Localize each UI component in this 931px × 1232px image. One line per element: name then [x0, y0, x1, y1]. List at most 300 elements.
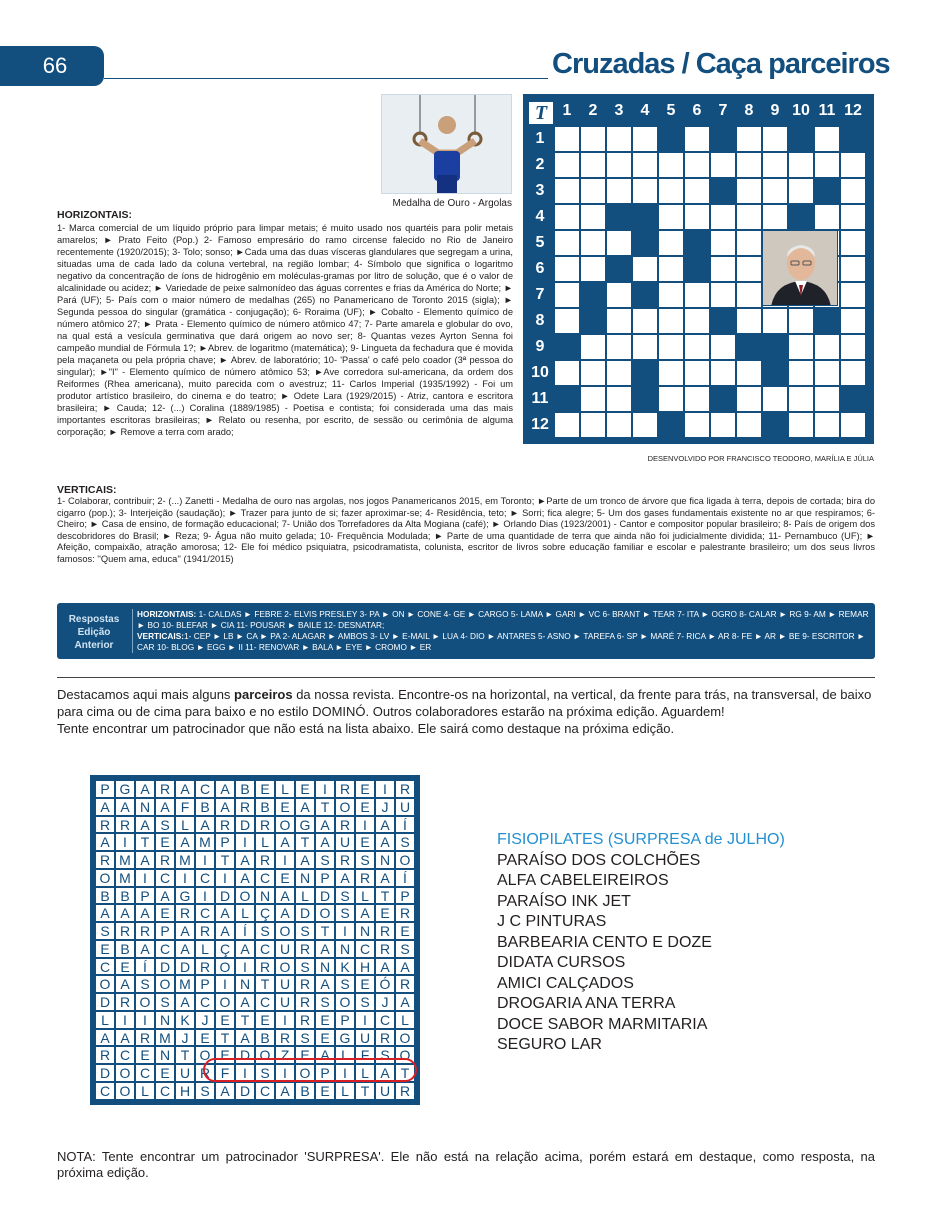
word-search-letter[interactable]: A: [315, 833, 335, 851]
word-search-letter[interactable]: D: [95, 1064, 115, 1082]
crossword-cell[interactable]: [684, 282, 710, 308]
word-search-letter[interactable]: C: [95, 958, 115, 976]
word-search-letter[interactable]: J: [195, 1011, 215, 1029]
word-search-letter[interactable]: O: [395, 1046, 415, 1064]
word-search-letter[interactable]: B: [295, 1082, 315, 1100]
word-search-letter[interactable]: R: [115, 816, 135, 834]
word-search-letter[interactable]: R: [335, 780, 355, 798]
crossword-cell[interactable]: [840, 360, 866, 386]
crossword-cell[interactable]: [658, 230, 684, 256]
word-search-letter[interactable]: L: [335, 1082, 355, 1100]
word-search-letter[interactable]: A: [95, 833, 115, 851]
word-search-letter[interactable]: R: [115, 993, 135, 1011]
word-search-letter[interactable]: R: [295, 993, 315, 1011]
word-search-letter[interactable]: E: [295, 1046, 315, 1064]
word-search-letter[interactable]: A: [235, 851, 255, 869]
crossword-cell[interactable]: [606, 386, 632, 412]
word-search-letter[interactable]: I: [175, 869, 195, 887]
crossword-cell[interactable]: [736, 360, 762, 386]
word-search-letter[interactable]: O: [315, 904, 335, 922]
crossword-cell[interactable]: [580, 178, 606, 204]
word-search-letter[interactable]: L: [395, 1011, 415, 1029]
word-search-letter[interactable]: G: [335, 1029, 355, 1047]
word-search-letter[interactable]: E: [195, 1029, 215, 1047]
word-search-letter[interactable]: A: [295, 798, 315, 816]
word-search-letter[interactable]: M: [115, 851, 135, 869]
word-search-letter[interactable]: R: [355, 869, 375, 887]
word-search-letter[interactable]: S: [255, 922, 275, 940]
crossword-cell[interactable]: [788, 386, 814, 412]
word-search-letter[interactable]: N: [355, 922, 375, 940]
crossword-cell[interactable]: [736, 412, 762, 438]
word-search-letter[interactable]: F: [355, 1046, 375, 1064]
crossword-cell[interactable]: [632, 412, 658, 438]
crossword-cell[interactable]: [554, 204, 580, 230]
word-search-letter[interactable]: C: [115, 1046, 135, 1064]
word-search-letter[interactable]: T: [315, 922, 335, 940]
crossword-cell[interactable]: [684, 334, 710, 360]
word-search-letter[interactable]: P: [315, 1064, 335, 1082]
word-search-letter[interactable]: E: [135, 1046, 155, 1064]
word-search-letter[interactable]: A: [175, 833, 195, 851]
word-search-letter[interactable]: C: [155, 869, 175, 887]
word-search-letter[interactable]: P: [95, 780, 115, 798]
word-search-letter[interactable]: A: [215, 904, 235, 922]
word-search-letter[interactable]: T: [235, 1011, 255, 1029]
word-search-letter[interactable]: E: [155, 904, 175, 922]
crossword-cell[interactable]: [736, 126, 762, 152]
word-search-letter[interactable]: R: [195, 958, 215, 976]
crossword-cell[interactable]: [606, 230, 632, 256]
word-search-letter[interactable]: A: [95, 1029, 115, 1047]
word-search-letter[interactable]: T: [135, 833, 155, 851]
crossword-cell[interactable]: [580, 360, 606, 386]
word-search-letter[interactable]: I: [275, 1064, 295, 1082]
word-search-letter[interactable]: N: [155, 1046, 175, 1064]
crossword-cell[interactable]: [632, 308, 658, 334]
word-search-letter[interactable]: O: [395, 851, 415, 869]
crossword-cell[interactable]: [554, 282, 580, 308]
word-search-letter[interactable]: R: [135, 1029, 155, 1047]
word-search-letter[interactable]: J: [375, 993, 395, 1011]
word-search-letter[interactable]: A: [195, 816, 215, 834]
word-search-letter[interactable]: L: [195, 940, 215, 958]
crossword-cell[interactable]: [632, 334, 658, 360]
word-search-letter[interactable]: F: [175, 798, 195, 816]
crossword-cell[interactable]: [684, 386, 710, 412]
word-search-letter[interactable]: N: [375, 851, 395, 869]
crossword-cell[interactable]: [554, 178, 580, 204]
crossword-cell[interactable]: [840, 152, 866, 178]
word-search-letter[interactable]: S: [395, 940, 415, 958]
crossword-cell[interactable]: [814, 152, 840, 178]
word-search-letter[interactable]: C: [135, 1064, 155, 1082]
word-search-letter[interactable]: I: [235, 958, 255, 976]
word-search-letter[interactable]: R: [295, 1011, 315, 1029]
word-search-letter[interactable]: R: [95, 816, 115, 834]
word-search-letter[interactable]: N: [255, 887, 275, 905]
word-search-letter[interactable]: L: [255, 833, 275, 851]
word-search-letter[interactable]: P: [395, 887, 415, 905]
word-search-letter[interactable]: I: [135, 869, 155, 887]
word-search-letter[interactable]: I: [215, 869, 235, 887]
crossword-cell[interactable]: [710, 256, 736, 282]
word-search-letter[interactable]: I: [355, 816, 375, 834]
word-search-letter[interactable]: S: [335, 887, 355, 905]
word-search-letter[interactable]: R: [395, 904, 415, 922]
word-search-letter[interactable]: E: [115, 958, 135, 976]
word-search-letter[interactable]: D: [235, 1082, 255, 1100]
word-search-letter[interactable]: I: [275, 851, 295, 869]
word-search-letter[interactable]: O: [395, 1029, 415, 1047]
word-search-letter[interactable]: C: [155, 1082, 175, 1100]
word-search-letter[interactable]: L: [235, 904, 255, 922]
crossword-cell[interactable]: [840, 204, 866, 230]
crossword-cell[interactable]: [684, 126, 710, 152]
word-search-letter[interactable]: C: [195, 993, 215, 1011]
crossword-cell[interactable]: [658, 204, 684, 230]
crossword-cell[interactable]: [814, 334, 840, 360]
crossword-cell[interactable]: [684, 360, 710, 386]
word-search-letter[interactable]: J: [375, 798, 395, 816]
word-search-letter[interactable]: D: [215, 887, 235, 905]
word-search-letter[interactable]: U: [275, 975, 295, 993]
word-search-letter[interactable]: A: [175, 940, 195, 958]
word-search-letter[interactable]: T: [255, 975, 275, 993]
word-search-letter[interactable]: N: [235, 975, 255, 993]
crossword-cell[interactable]: [710, 204, 736, 230]
word-search-letter[interactable]: O: [235, 887, 255, 905]
word-search-letter[interactable]: N: [335, 940, 355, 958]
word-search-letter[interactable]: Í: [235, 922, 255, 940]
word-search-letter[interactable]: T: [355, 1082, 375, 1100]
word-search-letter[interactable]: D: [315, 887, 335, 905]
word-search-letter[interactable]: O: [275, 922, 295, 940]
word-search-letter[interactable]: M: [195, 833, 215, 851]
crossword-cell[interactable]: [840, 178, 866, 204]
word-search-letter[interactable]: E: [395, 922, 415, 940]
crossword-cell[interactable]: [580, 126, 606, 152]
word-search-letter[interactable]: T: [375, 887, 395, 905]
word-search-letter[interactable]: A: [175, 922, 195, 940]
word-search-letter[interactable]: M: [155, 1029, 175, 1047]
word-search-letter[interactable]: O: [335, 798, 355, 816]
word-search-letter[interactable]: G: [295, 816, 315, 834]
crossword-cell[interactable]: [684, 178, 710, 204]
word-search-letter[interactable]: A: [375, 833, 395, 851]
word-search-letter[interactable]: T: [315, 798, 335, 816]
word-search-letter[interactable]: E: [255, 1011, 275, 1029]
word-search-letter[interactable]: L: [135, 1082, 155, 1100]
word-search-letter[interactable]: E: [275, 869, 295, 887]
word-search-letter[interactable]: R: [235, 798, 255, 816]
word-search-letter[interactable]: R: [275, 1029, 295, 1047]
word-search-letter[interactable]: E: [315, 1029, 335, 1047]
word-search-letter[interactable]: E: [155, 833, 175, 851]
word-search-letter[interactable]: C: [255, 869, 275, 887]
word-search-letter[interactable]: S: [355, 851, 375, 869]
word-search-letter[interactable]: T: [295, 833, 315, 851]
word-search-letter[interactable]: I: [195, 851, 215, 869]
word-search-letter[interactable]: P: [155, 922, 175, 940]
word-search-letter[interactable]: C: [255, 993, 275, 1011]
word-search-letter[interactable]: O: [155, 975, 175, 993]
crossword-cell[interactable]: [554, 308, 580, 334]
word-search-letter[interactable]: E: [95, 940, 115, 958]
word-search-letter[interactable]: A: [135, 940, 155, 958]
word-search-letter[interactable]: A: [155, 798, 175, 816]
word-search-letter[interactable]: B: [95, 887, 115, 905]
crossword-cell[interactable]: [710, 152, 736, 178]
crossword-cell[interactable]: [762, 178, 788, 204]
word-search-letter[interactable]: S: [155, 816, 175, 834]
word-search-letter[interactable]: A: [95, 904, 115, 922]
crossword-cell[interactable]: [554, 256, 580, 282]
word-search-letter[interactable]: Ó: [375, 975, 395, 993]
crossword-cell[interactable]: [658, 308, 684, 334]
crossword-cell[interactable]: [580, 204, 606, 230]
crossword-cell[interactable]: [606, 412, 632, 438]
word-search-letter[interactable]: E: [215, 1046, 235, 1064]
crossword-cell[interactable]: [762, 308, 788, 334]
word-search-letter[interactable]: R: [395, 1082, 415, 1100]
word-search-letter[interactable]: Í: [135, 958, 155, 976]
crossword-cell[interactable]: [606, 360, 632, 386]
crossword-cell[interactable]: [580, 412, 606, 438]
crossword-cell[interactable]: [658, 178, 684, 204]
word-search-letter[interactable]: L: [95, 1011, 115, 1029]
crossword-cell[interactable]: [658, 152, 684, 178]
crossword-cell[interactable]: [762, 152, 788, 178]
word-search-letter[interactable]: T: [175, 1046, 195, 1064]
word-search-letter[interactable]: I: [235, 833, 255, 851]
word-search-letter[interactable]: A: [215, 780, 235, 798]
word-search-letter[interactable]: O: [335, 993, 355, 1011]
word-search-letter[interactable]: P: [315, 869, 335, 887]
word-search-letter[interactable]: R: [295, 940, 315, 958]
word-search-letter[interactable]: A: [155, 887, 175, 905]
word-search-letter[interactable]: D: [295, 904, 315, 922]
word-search-letter[interactable]: P: [215, 833, 235, 851]
word-search-letter[interactable]: I: [335, 1064, 355, 1082]
word-search-letter[interactable]: I: [135, 1011, 155, 1029]
word-search-letter[interactable]: C: [195, 869, 215, 887]
word-search-letter[interactable]: S: [155, 993, 175, 1011]
crossword-cell[interactable]: [710, 360, 736, 386]
word-search-letter[interactable]: U: [335, 833, 355, 851]
word-search-letter[interactable]: R: [195, 1064, 215, 1082]
crossword-cell[interactable]: [632, 256, 658, 282]
word-search-letter[interactable]: C: [195, 780, 215, 798]
word-search-letter[interactable]: R: [255, 851, 275, 869]
word-search-letter[interactable]: A: [215, 1082, 235, 1100]
word-search-letter[interactable]: S: [295, 958, 315, 976]
crossword-cell[interactable]: [840, 308, 866, 334]
crossword-cell[interactable]: [632, 126, 658, 152]
word-search-letter[interactable]: R: [135, 922, 155, 940]
crossword-cell[interactable]: [736, 204, 762, 230]
word-search-letter[interactable]: N: [315, 958, 335, 976]
word-search-letter[interactable]: E: [275, 798, 295, 816]
word-search-letter[interactable]: C: [355, 940, 375, 958]
crossword-cell[interactable]: [684, 204, 710, 230]
word-search-letter[interactable]: R: [155, 780, 175, 798]
word-search-letter[interactable]: H: [355, 958, 375, 976]
word-search-letter[interactable]: R: [395, 975, 415, 993]
crossword-cell[interactable]: [554, 360, 580, 386]
crossword-cell[interactable]: [788, 360, 814, 386]
word-search-letter[interactable]: S: [135, 975, 155, 993]
word-search-letter[interactable]: R: [335, 851, 355, 869]
word-search-letter[interactable]: E: [315, 1011, 335, 1029]
word-search-letter[interactable]: C: [255, 940, 275, 958]
word-search-letter[interactable]: R: [255, 958, 275, 976]
word-search-letter[interactable]: R: [95, 1046, 115, 1064]
word-search-letter[interactable]: E: [355, 833, 375, 851]
word-search-letter[interactable]: A: [375, 1064, 395, 1082]
word-search-letter[interactable]: L: [175, 816, 195, 834]
word-search-letter[interactable]: O: [115, 1064, 135, 1082]
crossword-cell[interactable]: [606, 308, 632, 334]
word-search-letter[interactable]: E: [255, 780, 275, 798]
word-search-letter[interactable]: O: [195, 1046, 215, 1064]
crossword-cell[interactable]: [788, 334, 814, 360]
word-search-letter[interactable]: S: [255, 1064, 275, 1082]
crossword-cell[interactable]: [736, 282, 762, 308]
word-search-letter[interactable]: G: [115, 780, 135, 798]
word-search-letter[interactable]: R: [215, 816, 235, 834]
word-search-letter[interactable]: A: [115, 975, 135, 993]
word-search-letter[interactable]: O: [95, 975, 115, 993]
word-search-letter[interactable]: I: [315, 780, 335, 798]
word-search-letter[interactable]: O: [295, 1064, 315, 1082]
word-search-letter[interactable]: I: [235, 1064, 255, 1082]
word-search-letter[interactable]: B: [255, 798, 275, 816]
word-search-letter[interactable]: U: [375, 1082, 395, 1100]
word-search-letter[interactable]: R: [375, 940, 395, 958]
word-search-letter[interactable]: U: [275, 940, 295, 958]
word-search-letter[interactable]: L: [355, 887, 375, 905]
word-search-letter[interactable]: A: [135, 816, 155, 834]
crossword-cell[interactable]: [840, 334, 866, 360]
word-search-letter[interactable]: B: [255, 1029, 275, 1047]
word-search-letter[interactable]: E: [355, 798, 375, 816]
word-search-letter[interactable]: R: [255, 816, 275, 834]
crossword-cell[interactable]: [736, 230, 762, 256]
crossword-cell[interactable]: [840, 256, 866, 282]
crossword-cell[interactable]: [814, 126, 840, 152]
word-search-letter[interactable]: C: [95, 1082, 115, 1100]
word-search-letter[interactable]: A: [115, 904, 135, 922]
word-search-letter[interactable]: L: [275, 780, 295, 798]
word-search-letter[interactable]: S: [295, 1029, 315, 1047]
word-search-letter[interactable]: A: [115, 1029, 135, 1047]
word-search-letter[interactable]: R: [375, 922, 395, 940]
word-search-letter[interactable]: R: [295, 975, 315, 993]
word-search-letter[interactable]: D: [175, 958, 195, 976]
word-search-letter[interactable]: A: [115, 798, 135, 816]
word-search-letter[interactable]: A: [335, 869, 355, 887]
word-search-letter[interactable]: N: [295, 869, 315, 887]
word-search-letter[interactable]: A: [315, 940, 335, 958]
word-search-letter[interactable]: S: [355, 993, 375, 1011]
word-search-letter[interactable]: A: [315, 975, 335, 993]
word-search-letter[interactable]: A: [275, 1082, 295, 1100]
word-search-letter[interactable]: S: [95, 922, 115, 940]
word-search-letter[interactable]: E: [375, 904, 395, 922]
crossword-cell[interactable]: [762, 204, 788, 230]
word-search-letter[interactable]: S: [375, 1046, 395, 1064]
crossword-cell[interactable]: [684, 412, 710, 438]
crossword-cell[interactable]: [736, 386, 762, 412]
crossword-cell[interactable]: [554, 412, 580, 438]
word-search-letter[interactable]: B: [235, 780, 255, 798]
word-search-letter[interactable]: U: [395, 798, 415, 816]
word-search-letter[interactable]: E: [355, 780, 375, 798]
word-search-letter[interactable]: R: [175, 904, 195, 922]
word-search-letter[interactable]: J: [175, 1029, 195, 1047]
word-search-letter[interactable]: A: [175, 780, 195, 798]
word-search-letter[interactable]: A: [315, 1046, 335, 1064]
word-search-letter[interactable]: A: [395, 993, 415, 1011]
word-search-letter[interactable]: D: [95, 993, 115, 1011]
word-search-letter[interactable]: K: [335, 958, 355, 976]
word-search-letter[interactable]: I: [275, 1011, 295, 1029]
word-search-letter[interactable]: C: [375, 1011, 395, 1029]
word-search-letter[interactable]: A: [395, 958, 415, 976]
word-search-letter[interactable]: R: [95, 851, 115, 869]
word-search-letter[interactable]: A: [315, 816, 335, 834]
word-search-letter[interactable]: D: [235, 1046, 255, 1064]
word-search-letter[interactable]: I: [375, 780, 395, 798]
crossword-cell[interactable]: [788, 152, 814, 178]
word-search-letter[interactable]: S: [335, 975, 355, 993]
word-search-letter[interactable]: A: [135, 851, 155, 869]
word-search-letter[interactable]: A: [295, 851, 315, 869]
word-search-letter[interactable]: R: [395, 780, 415, 798]
crossword-cell[interactable]: [580, 152, 606, 178]
crossword-cell[interactable]: [658, 282, 684, 308]
word-search-letter[interactable]: S: [195, 1082, 215, 1100]
crossword-cell[interactable]: [632, 152, 658, 178]
word-search-letter[interactable]: T: [215, 1029, 235, 1047]
word-search-letter[interactable]: R: [335, 816, 355, 834]
crossword-cell[interactable]: [606, 152, 632, 178]
word-search-letter[interactable]: I: [115, 833, 135, 851]
word-search-letter[interactable]: I: [355, 1011, 375, 1029]
crossword-cell[interactable]: [788, 412, 814, 438]
word-search-letter[interactable]: E: [295, 780, 315, 798]
crossword-cell[interactable]: [658, 256, 684, 282]
word-search-letter[interactable]: G: [175, 887, 195, 905]
word-search-letter[interactable]: H: [175, 1082, 195, 1100]
word-search-letter[interactable]: I: [115, 1011, 135, 1029]
word-search-letter[interactable]: A: [375, 816, 395, 834]
crossword-cell[interactable]: [580, 256, 606, 282]
crossword-cell[interactable]: [554, 126, 580, 152]
crossword-cell[interactable]: [606, 178, 632, 204]
word-search-letter[interactable]: A: [235, 993, 255, 1011]
word-search-letter[interactable]: T: [215, 851, 235, 869]
word-search-letter[interactable]: A: [135, 904, 155, 922]
word-search-letter[interactable]: O: [115, 1082, 135, 1100]
crossword-cell[interactable]: [632, 178, 658, 204]
word-search-letter[interactable]: Í: [395, 869, 415, 887]
word-search-letter[interactable]: A: [275, 887, 295, 905]
word-search-letter[interactable]: S: [295, 922, 315, 940]
word-search-letter[interactable]: A: [355, 904, 375, 922]
word-search-letter[interactable]: A: [235, 1029, 255, 1047]
